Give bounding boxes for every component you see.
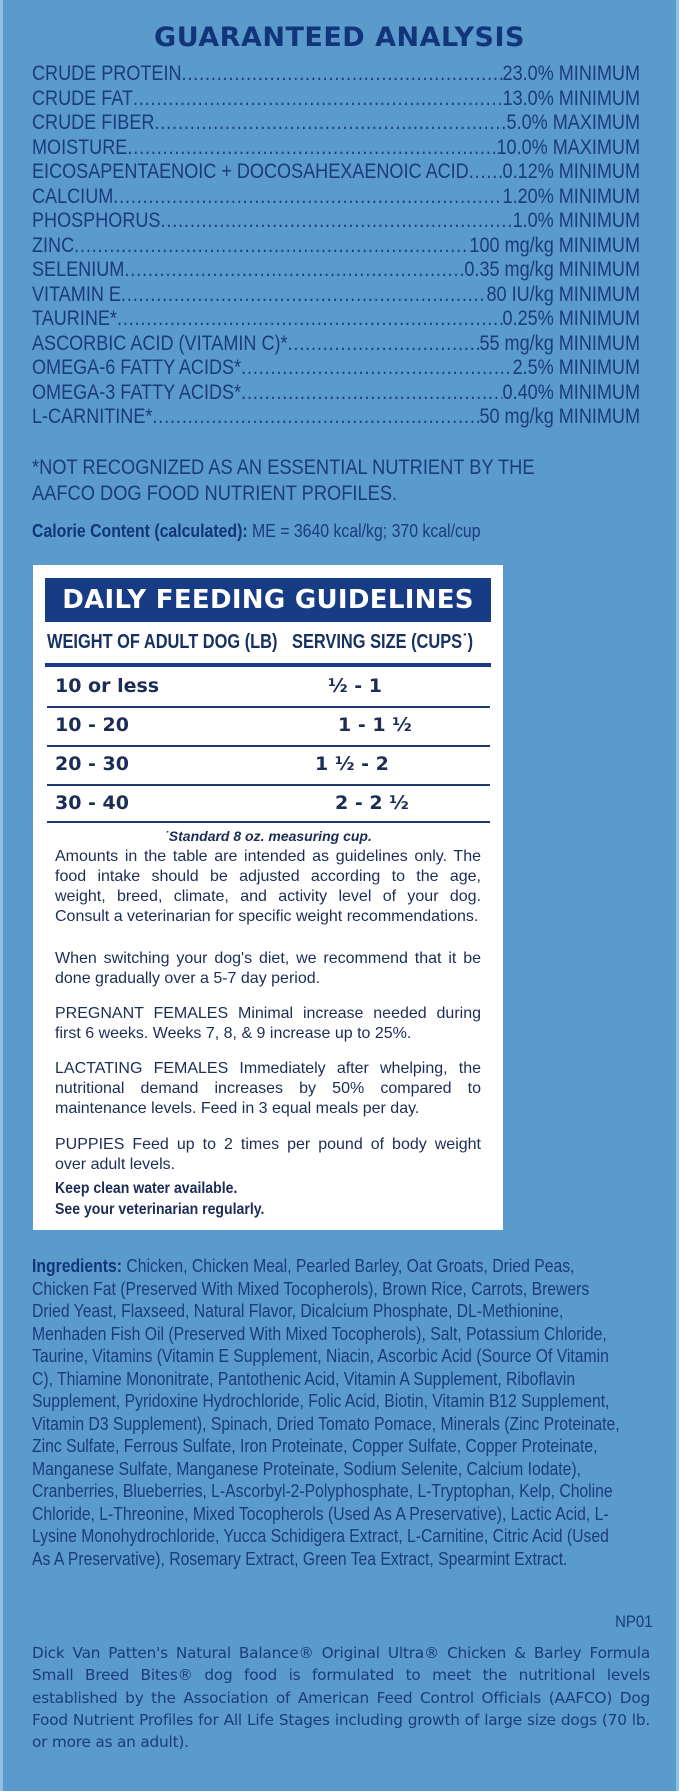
column-serving: SERVING SIZE (CUPS˙)	[292, 631, 474, 653]
header-rule	[45, 663, 491, 667]
analysis-row: CALCIUM ..... 1.20% MINIMUM	[32, 185, 640, 210]
lactating-paragraph: LACTATING FEMALES Immediately after whelping, the nutritional demand increases by 50% compared to maintenance levels. Feed in 3 equal meals per day.	[55, 1060, 481, 1117]
feeding-row: 30 - 40 2 - 2 ½	[55, 792, 409, 814]
analysis-row: EICOSAPENTAENOIC + DOCOSAHEXAENOIC ACID ..... 0.12% MINIMUM	[32, 160, 640, 185]
analysis-row: CRUDE PROTEIN ..... 23.0% MINIMUM	[32, 62, 640, 87]
product-code: NP01	[615, 1612, 653, 1631]
analysis-row: SELENIUM ..... 0.35 mg/kg MINIMUM	[32, 258, 640, 283]
calorie-label: Calorie Content (calculated):	[32, 521, 248, 541]
analysis-row: L-CARNITINE* ..... 50 mg/kg MINIMUM	[32, 405, 640, 430]
calorie-content	[32, 521, 481, 542]
analysis-row: PHOSPHORUS ..... 1.0% MINIMUM	[32, 209, 640, 234]
analysis-row: ASCORBIC ACID (VITAMIN C)* ..... 55 mg/kg MINIMUM	[32, 332, 640, 357]
ingredients-text: Chicken, Chicken Meal, Pearled Barley, Oat Groats, Dried Peas, Chicken Fat (Preserved With Mixed Tocopherols), Brown Rice, Carrots, Brewers Dried Yeast, Flaxseed, Natural Flavor, Dicalcium Phosphate, DL-Methionine, Menhaden Fish Oil (Preserved With Mixed Tocopherols), Salt, Potassium Chloride, Taurine, Vitamins (Vitamin E Supplement, Niacin, Ascorbic Acid (Source Of Vitamin C), Thiamine Mononitrate, Pantothenic Acid, Vitamin A Supplement, Riboflavin Supplement, Pyridoxine Hydrochloride, Folic Acid, Biotin, Vitamin B12 Supplement, Vitamin D3 Supplement), Spinach, Dried Tomato Pomace, Minerals (Zinc Proteinate, Zinc Sulfate, Ferrous Sulfate, Iron Proteinate, Copper Sulfate, Copper Proteinate, Manganese Sulfate, Manganese Proteinate, Sodium Selenite, Calcium Iodate), Cranberries, Blueberries, L-Ascorbyl-2-Polyphosphate, L-Tryptophan, Kelp, Choline Chloride, L-Threonine, Mixed Tocopherols (Used As A Preservative), Lactic Acid, L-Lysine Monohydrochloride, Yucca Schidigera Extract, L-Carnitine, Citric Acid (Used As A Preservative), Rosemary Extract, Green Tea Extract, Spearmint Extract.	[32, 1255, 620, 1569]
feeding-guidelines-title: DAILY FEEDING GUIDELINES	[45, 578, 491, 622]
panel-edge-left	[0, 0, 3, 1791]
calorie-value: ME = 3640 kcal/kg; 370 kcal/cup	[247, 521, 481, 541]
analysis-row: CRUDE FAT ..... 13.0% MINIMUM	[32, 87, 640, 112]
aafco-statement: Dick Van Patten's Natural Balance® Original Ultra® Chicken & Barley Formula Small Breed Bites® dog food is formulated to meet the nutritional levels established by the Association of American Feed Control Officials (AAFCO) Dog Food Nutrient Profiles for All Life Stages including growth of large size dogs (70 lb. or more as an adult).	[32, 1644, 650, 1752]
switching-paragraph: When switching your dog's diet, we recommend that it be done gradually over a 5-7 day period.	[55, 950, 481, 987]
analysis-row: MOISTURE ..... 10.0% MAXIMUM	[32, 136, 640, 161]
analysis-row: TAURINE* ..... 0.25% MINIMUM	[32, 307, 640, 332]
guideline-paragraph: Amounts in the table are intended as guidelines only. The food intake should be adjusted according to the age, weight, breed, climate, and activity level of your dog. Consult a veterinarian for specific weight recommendations.	[55, 848, 481, 925]
analysis-row: OMEGA-6 FATTY ACIDS* ..... 2.5% MINIMUM	[32, 356, 640, 381]
analysis-row: OMEGA-3 FATTY ACIDS* ..... 0.40% MINIMUM	[32, 381, 640, 406]
feeding-row: 10 or less ½ - 1	[55, 675, 383, 697]
cup-footnote: ˙Standard 8 oz. measuring cup.	[164, 828, 372, 844]
feeding-row: 20 - 30 1 ½ - 2	[55, 753, 389, 775]
pregnant-paragraph: PREGNANT FEMALES Minimal increase needed during first 6 weeks. Weeks 7, 8, & 9 increase up to 25%.	[55, 1005, 481, 1042]
puppies-paragraph: PUPPIES Feed up to 2 times per pound of body weight over adult levels.	[55, 1136, 481, 1173]
aafco-footnote: *NOT RECOGNIZED AS AN ESSENTIAL NUTRIENT BY THE AAFCO DOG FOOD NUTRIENT PROFILES.	[32, 456, 535, 505]
ingredients	[32, 1255, 627, 1570]
row-divider	[47, 821, 490, 823]
ingredients-label: Ingredients:	[32, 1255, 122, 1276]
guaranteed-analysis-list	[32, 62, 640, 430]
column-weight: WEIGHT OF ADULT DOG (LB)	[47, 631, 278, 653]
analysis-row: ZINC ..... 100 mg/kg MINIMUM	[32, 234, 640, 259]
analysis-row: VITAMIN E ..... 80 IU/kg MINIMUM	[32, 283, 640, 308]
water-note: Keep clean water available.	[55, 1180, 238, 1197]
guaranteed-analysis-title: GUARANTEED ANALYSIS	[154, 22, 525, 53]
vet-note: See your veterinarian regularly.	[55, 1201, 265, 1218]
feeding-guidelines-card	[33, 565, 503, 1230]
feeding-row: 10 - 20 1 - 1 ½	[55, 714, 412, 736]
analysis-row: CRUDE FIBER ..... 5.0% MAXIMUM	[32, 111, 640, 136]
feeding-table-header	[47, 631, 493, 663]
